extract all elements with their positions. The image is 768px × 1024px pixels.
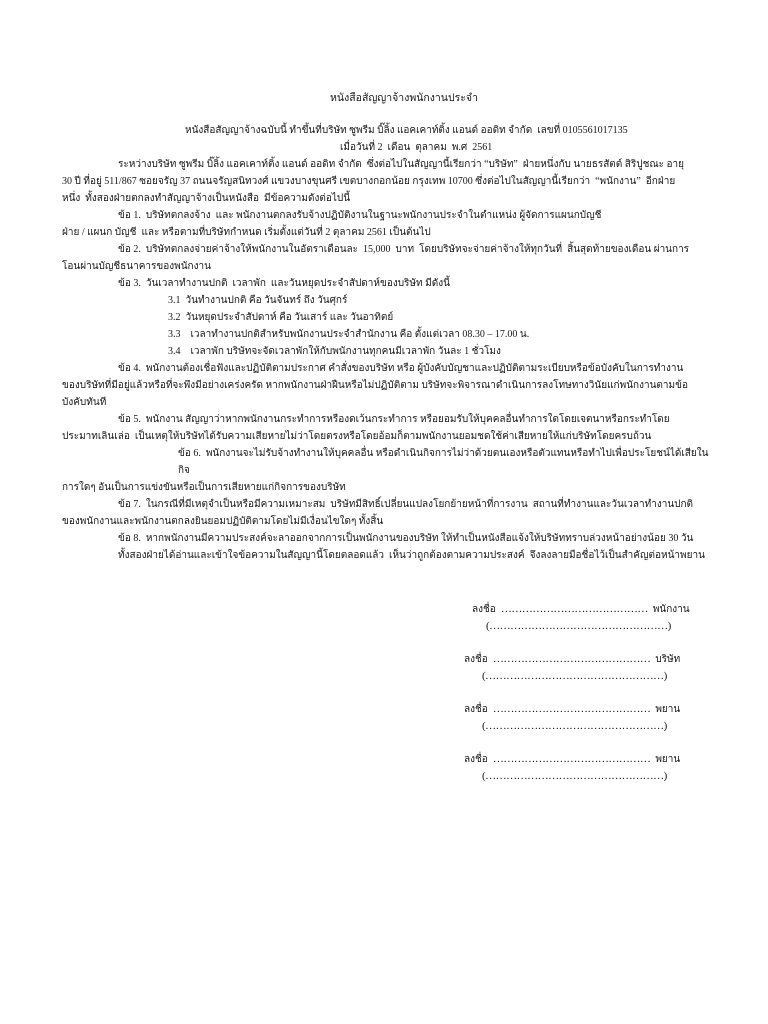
clause-line: ฝ่าย / แผนก บัญชี และ หรือตามที่บริษัทกำหนด เริ่มตั้งแต่วันที่ 2 ตุลาคม 2561 เป็นต้นไป	[62, 227, 431, 238]
signature-dots: ……………………………………	[500, 603, 648, 615]
signature-line	[464, 701, 716, 718]
signature-block-company	[464, 651, 716, 685]
signature-block-witness	[464, 701, 716, 735]
clause-line: ข้อ 6. พนักงานจะไม่รับจ้างทำงานให้บุคคลอื่น หรือดำเนินกิจการไม่ว่าด้วยตนเองหรือตัวแทนหรือทำไปเพื่อประโยชน์ได้เสียในกิจ	[178, 448, 709, 476]
parties-paragraph	[62, 156, 718, 207]
clause-line: บังคับทันที	[62, 397, 107, 408]
clause-line: ประมาทเลินเล่อ เป็นเหตุให้บริษัทได้รับความเสียหายไม่ว่าโดยตรงหรือโดยอ้อมก็ตามพนักงานยอมชดใช้ค่าเสียหายให้แก่บริษัทโดยครบถ้วน	[62, 431, 652, 442]
signature-line	[464, 601, 716, 618]
signature-line	[464, 651, 716, 668]
document-body	[62, 122, 718, 801]
signature-role: พยาน	[655, 754, 681, 765]
clause-1	[62, 207, 718, 241]
signature-role: พนักงาน	[652, 604, 690, 615]
clause-sub-item: 3.2 วันหยุดประจำสัปดาห์ คือ วันเสาร์ และ วันอาทิตย์	[168, 312, 394, 323]
signature-role: บริษัท	[655, 654, 681, 665]
clause-3	[62, 275, 718, 360]
signature-label: ลงชื่อ	[464, 754, 488, 765]
signature-block-employee	[464, 601, 716, 635]
signature-label: ลงชื่อ	[464, 704, 488, 715]
clause-sub-item: 3.3 เวลาทำงานปกติสำหรับพนักงานประจำสำนักงาน คือ ตั้งแต่เวลา 08.30 – 17.00 น.	[168, 329, 530, 340]
signature-dots: ………………………………………	[492, 753, 651, 765]
clause-2	[62, 241, 718, 275]
signature-dots: ………………………………………	[492, 703, 651, 715]
signature-name-line: (……………………………………………)	[482, 770, 667, 782]
contract-date-line: เมื่อวันที่ 2 เดือน ตุลาคม พ.ศ 2561	[340, 142, 493, 153]
signature-line	[464, 751, 716, 768]
contract-header-line: หนังสือสัญญาจ้างฉบับนี้ ทำขึ้นที่บริษัท ซูพรีม บิ๊ลิ้ง แอคเคาท์ติ้ง แอนด์ ออดิท จำกัด เลขที่ 0105561017135	[185, 125, 628, 136]
clause-line: ของบริษัทที่มีอยู่แล้วหรือที่จะพึงมีอย่างเคร่งครัด หากพนักงานฝ่าฝืนหรือไม่ปฏิบัติตาม บริษัทจะพิจารณาดำเนินการลงโทษทางวินัยแก่พนักงานตามข้อ	[62, 380, 688, 391]
clause-line: ข้อ 2. บริษัทตกลงจ่ายค่าจ้างให้พนักงานในอัตราเดือนละ 15,000 บาท โดยบริษัทจะจ่ายค่าจ้างให้ทุกวันที่ สิ้นสุดท้ายของเดือน ผ่านการ	[118, 244, 690, 255]
clause-8	[62, 530, 718, 547]
clause-7	[62, 496, 718, 530]
clause-sub-item: 3.4 เวลาพัก บริษัทจะจัดเวลาพักให้กับพนักงานทุกคนมีเวลาพัก วันละ 1 ชั่วโมง	[168, 346, 501, 357]
signature-role: พยาน	[655, 704, 681, 715]
parties-line: 30 ปี ที่อยู่ 511/867 ซอยจรัญ 37 ถนนจรัญสนิทวงศ์ แขวงบางขุนศรี เขตบางกอกน้อย กรุงเทพ 10700 ซึ่งต่อไปในสัญญานี้เรียกว่า “พนักงาน” อีกฝ่าย	[62, 176, 676, 187]
signature-dots: ………………………………………	[492, 653, 651, 665]
document-title: หนังสือสัญญาจ้างพนักงานประจำ	[330, 93, 478, 104]
closing-statement: ทั้งสองฝ่ายได้อ่านและเข้าใจข้อความในสัญญานี้โดยตลอดแล้ว เห็นว่าถูกต้องตามความประสงค์ จึงลงลายมือชื่อไว้เป็นสำคัญต่อหน้าพยาน	[118, 550, 705, 561]
signature-name-line: (……………………………………………)	[482, 670, 667, 682]
clause-line: ข้อ 5. พนักงาน สัญญาว่าหากพนักงานกระทำการหรืองดเว้นกระทำการ หรือยอมรับให้บุคคลอื่นทำการใดโดยเจตนาหรือกระทำโดย	[118, 414, 670, 425]
signature-label: ลงชื่อ	[464, 654, 488, 665]
clause-line: ข้อ 3. วันเวลาทำงานปกติ เวลาพัก และวันหยุดประจำสัปดาห์ของบริษัท มีดังนี้	[118, 278, 450, 289]
clause-5	[62, 411, 718, 445]
signature-block-witness	[464, 751, 716, 785]
clause-line: การใดๆ อันเป็นการแข่งขันหรือเป็นการเสียหายแก่กิจการของบริษัท	[62, 482, 346, 493]
clause-line: ของพนักงานและพนักงานตกลงยินยอมปฏิบัติตามโดยไม่มีเงื่อนไขใดๆ ทั้งสิ้น	[62, 516, 384, 527]
signature-label: ลงชื่อ	[472, 604, 496, 615]
clause-sub-item: 3.1 วันทำงานปกติ คือ วันจันทร์ ถึง วันศุกร์	[168, 295, 348, 306]
clause-4	[62, 360, 718, 411]
clause-line: ข้อ 8. หากพนักงานมีความประสงค์จะลาออกจากการเป็นพนักงานของบริษัท ให้ทำเป็นหนังสือแจ้งให้บริษัททราบล่วงหน้าอย่างน้อย 30 วัน	[118, 533, 694, 544]
clause-6	[62, 445, 718, 496]
clause-line: ข้อ 4. พนักงานต้องเชื่อฟังและปฏิบัติตามประกาศ คำสั่งของบริษัท หรือ ผู้บังคับบัญชาและปฏิบัติตามระเบียบหรือข้อบังคับในการทำงาน	[118, 363, 684, 374]
clause-line: ข้อ 1. บริษัทตกลงจ้าง และ พนักงานตกลงรับจ้างปฏิบัติงานในฐานะพนักงานประจำในตำแหน่ง ผู้จัดการแผนกบัญชี	[118, 210, 602, 221]
signature-name-line: (……………………………………………)	[486, 620, 671, 632]
clause-line: ข้อ 7. ในกรณีที่มีเหตุจำเป็นหรือมีความเหมาะสม บริษัทมีสิทธิ์เปลี่ยนแปลงโยกย้ายหน้าที่การงาน สถานที่ทำงานและวันเวลาทำงานปกติ	[118, 499, 694, 510]
signature-name-line: (……………………………………………)	[482, 720, 667, 732]
parties-line: ระหว่างบริษัท ซูพรีม บิ๊ลิ้ง แอคเคาท์ติ้ง แอนด์ ออดิท จำกัด ซึ่งต่อไปในสัญญานี้เรียกว่า “บริษัท” ฝ่ายหนึ่งกับ นายธรสัตต์ สิริปูชณะ อายุ	[118, 159, 685, 170]
parties-line: หนึ่ง ทั้งสองฝ่ายตกลงทำสัญญาจ้างเป็นหนังสือ มีข้อความดังต่อไปนี้	[62, 193, 351, 204]
clause-line: โอนผ่านบัญชีธนาคารของพนักงาน	[62, 261, 211, 272]
signature-section	[464, 601, 716, 785]
